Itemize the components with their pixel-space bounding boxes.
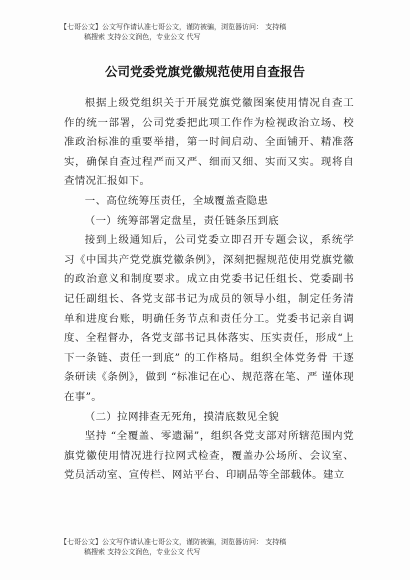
footer-watermark-banner bbox=[60, 537, 390, 557]
header-banner-line-1: 【七哥公文】公文写作请认准七哥公文，谨防被骗，浏览器访问： 支持稿 bbox=[60, 23, 287, 31]
subsection-heading-1: （一）统筹部署定盘星，责任链条压到底 bbox=[84, 214, 280, 227]
body-paragraph: 坚持 “全覆盖、零遗漏”，组织各党支部对所辖范围内党旗党徽使用情况进行拉网式检查，覆盖办公场所、会议室、党员活动室、宣传栏、网站平台、印刷品等全部载体。建立 bbox=[64, 430, 354, 482]
footer-banner-line-2: 稿搜索 支持公文润色，专业公文 代写 bbox=[84, 548, 201, 556]
body-paragraph: 接到上级通知后，公司党委立即召开专题会议，系统学习《中国共产党党旗党徽条例》，深刻把握规范使用党旗党徽的政治意义和制度要求。成立由党委书记任组长、党委副书记任副组长、各党支部书记为成员的领导小组，制定任务清单和进度台账，明确任务节点和责任分工。党委书记亲自调度、全程督办，各党支部书记具体落实、压实责任，形成“上下一条链、责任一到底” 的工作格局。组织全体党务骨 干逐条研读《条例》，做到 “标准记在心、规范落在笔、严 谨体现在事”。 bbox=[64, 234, 354, 403]
document-body bbox=[64, 94, 354, 486]
document-title: 公司党委党旗党徽规范使用自查报告 bbox=[104, 64, 305, 79]
footer-banner-line-1: 【七哥公文】公文写作请认准七哥公文，谨防被骗，浏览器访问： 支持稿 bbox=[60, 538, 287, 546]
subsection-heading-2: （二）拉网排查无死角，摸清底数见全貌 bbox=[84, 410, 280, 423]
header-banner-line-2: 稿搜索 支持公文润色，专业公文 代写 bbox=[84, 33, 201, 41]
section-heading-1: 一、高位统筹压责任，全域覆盖查隐患 bbox=[84, 194, 269, 207]
intro-paragraph: 根据上级党组织关于开展党旗党徽图案使用情况自查工作的统一部署，公司党委把此项工作作为检视政治立场、校准政治标准的重要举措，第一时间启动、全面铺开、精准落实，确保自查过程严而又严、细而又细、实而又实。现将自查情况汇报如下。 bbox=[64, 97, 354, 188]
header-watermark-banner bbox=[60, 22, 390, 42]
